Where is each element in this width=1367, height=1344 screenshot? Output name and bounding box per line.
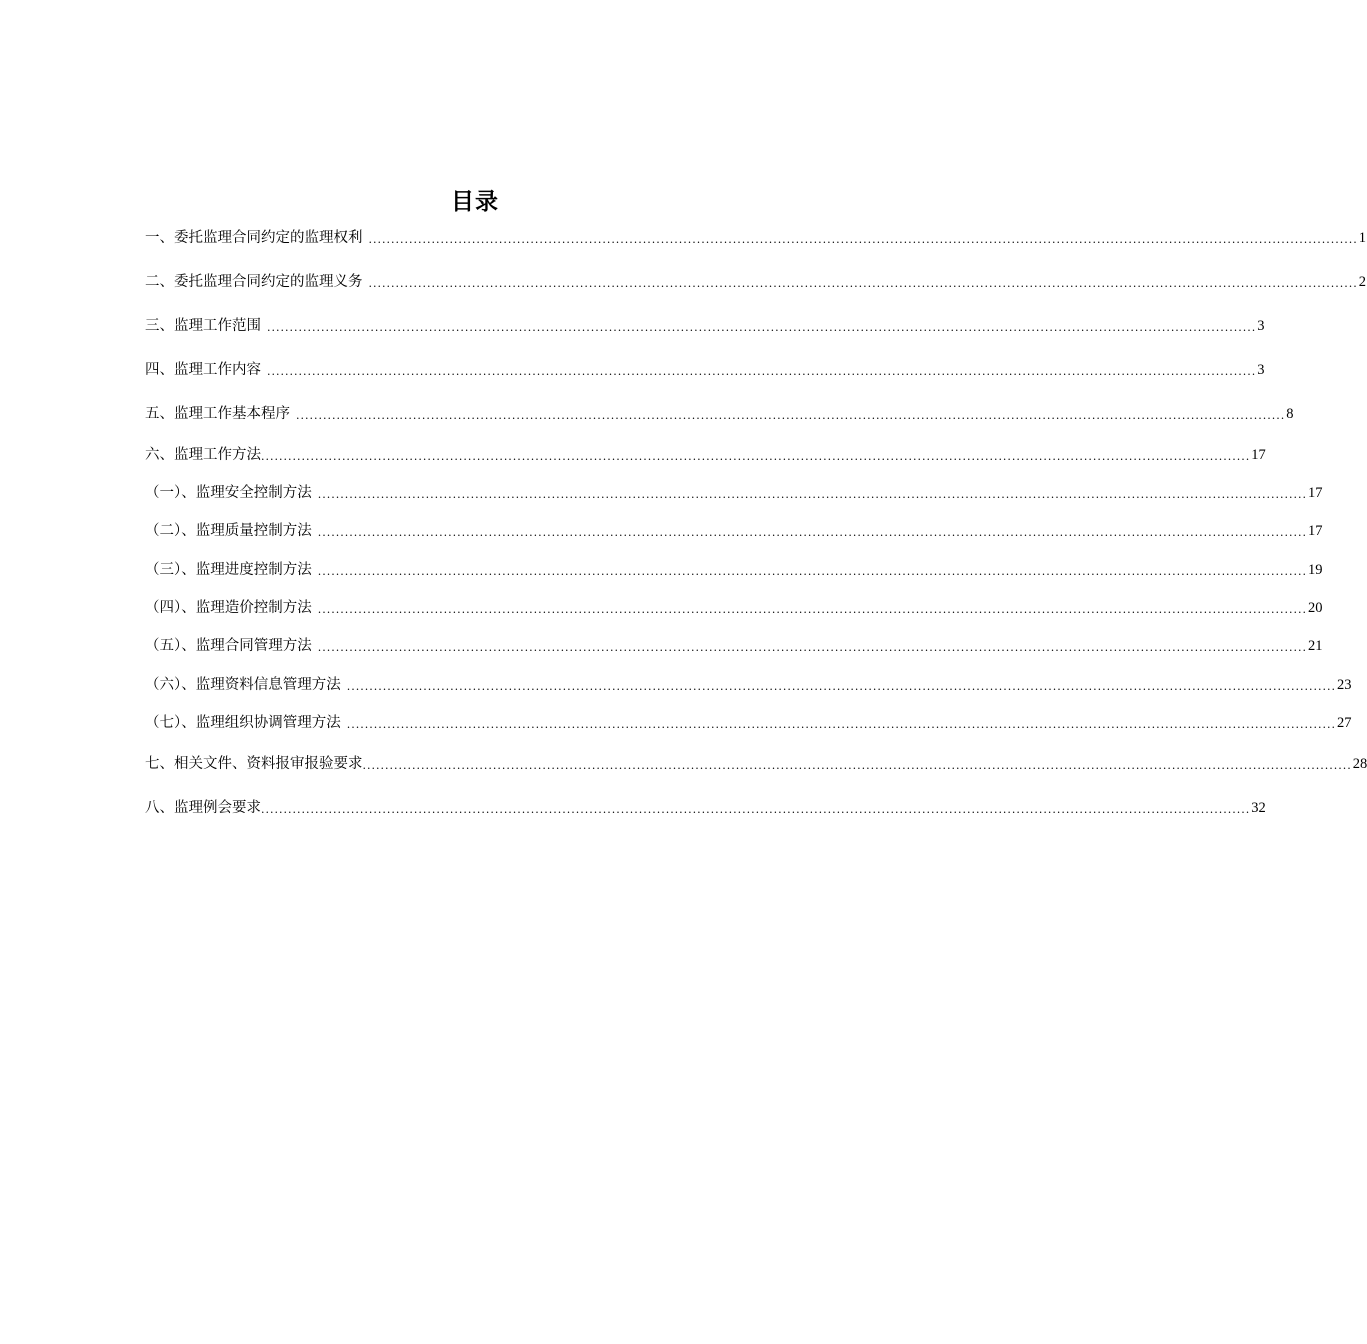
toc-entry[interactable] bbox=[145, 559, 1323, 581]
toc-page-number: 21 bbox=[1308, 638, 1323, 654]
toc-entry[interactable] bbox=[145, 482, 1323, 504]
toc-leader-dots: ............................................................................................................................................................................................................................ bbox=[261, 450, 1251, 463]
toc-page-number: 28 bbox=[1352, 756, 1367, 772]
toc-entry-label: （四）、监理造价控制方法 bbox=[145, 600, 312, 616]
toc-entry[interactable] bbox=[145, 271, 1366, 293]
toc-leader-dots: ............................................................................................................................................................................................................................ bbox=[267, 321, 1257, 334]
toc-entry[interactable] bbox=[145, 403, 1294, 425]
toc-leader-dots: ............................................................................................................................................................................................................................ bbox=[261, 803, 1251, 816]
toc-entry-label: （七）、监理组织协调管理方法 bbox=[145, 715, 341, 731]
toc-page-number: 1 bbox=[1358, 230, 1366, 246]
toc-leader-dots: ............................................................................................................................................................................................................................ bbox=[267, 365, 1257, 378]
toc-entry-label: （三）、监理进度控制方法 bbox=[145, 562, 312, 578]
toc-page-number: 23 bbox=[1337, 677, 1352, 693]
toc-entry[interactable] bbox=[145, 359, 1265, 381]
toc-entry-label: （一）、监理安全控制方法 bbox=[145, 485, 312, 501]
toc-entry[interactable] bbox=[145, 674, 1352, 696]
toc-entry-label: 四、监理工作内容 bbox=[145, 362, 261, 378]
toc-page-number: 19 bbox=[1308, 562, 1323, 578]
toc-entry-label: （二）、监理质量控制方法 bbox=[145, 523, 312, 539]
toc-entry[interactable] bbox=[145, 315, 1265, 337]
toc-leader-dots: ............................................................................................................................................................................................................................ bbox=[362, 759, 1352, 772]
toc-page-number: 32 bbox=[1251, 800, 1266, 816]
toc-leader-dots: ............................................................................................................................................................................................................................ bbox=[317, 488, 1307, 501]
toc-entry[interactable] bbox=[145, 797, 1266, 819]
toc-page-number: 17 bbox=[1308, 523, 1323, 539]
toc-leader-dots: ............................................................................................................................................................................................................................ bbox=[346, 718, 1336, 731]
toc-leader-dots: ............................................................................................................................................................................................................................ bbox=[317, 603, 1307, 616]
toc-page-number: 8 bbox=[1286, 406, 1294, 422]
toc-entry-label: 六、监理工作方法 bbox=[145, 447, 261, 463]
toc-entry-label: 五、监理工作基本程序 bbox=[145, 406, 290, 422]
toc-page-number: 20 bbox=[1308, 600, 1323, 616]
page-title: 目录 bbox=[451, 189, 499, 215]
toc-entry[interactable] bbox=[145, 227, 1366, 249]
toc-entry[interactable] bbox=[145, 597, 1323, 619]
toc-entry-label: （五）、监理合同管理方法 bbox=[145, 638, 312, 654]
toc-page-number: 3 bbox=[1257, 362, 1265, 378]
toc-entry-label: 八、监理例会要求 bbox=[145, 800, 261, 816]
toc-entry-label: （六）、监理资料信息管理方法 bbox=[145, 677, 341, 693]
toc-entry-label: 三、监理工作范围 bbox=[145, 318, 261, 334]
toc-page-number: 17 bbox=[1251, 447, 1266, 463]
toc-entry[interactable] bbox=[145, 753, 1367, 775]
toc-page-number: 3 bbox=[1257, 318, 1265, 334]
toc-entry-label: 七、相关文件、资料报审报验要求 bbox=[145, 756, 363, 772]
toc-entry[interactable] bbox=[145, 520, 1323, 542]
toc-leader-dots: ............................................................................................................................................................................................................................ bbox=[317, 641, 1307, 654]
toc-entry[interactable] bbox=[145, 712, 1352, 734]
toc-entry-label: 一、委托监理合同约定的监理权利 bbox=[145, 230, 363, 246]
toc-page-number: 2 bbox=[1358, 274, 1366, 290]
toc-leader-dots: ............................................................................................................................................................................................................................ bbox=[296, 409, 1286, 422]
toc-leader-dots: ............................................................................................................................................................................................................................ bbox=[346, 680, 1336, 693]
toc-leader-dots: ............................................................................................................................................................................................................................ bbox=[368, 233, 1358, 246]
toc-page-number: 27 bbox=[1337, 715, 1352, 731]
toc-page-number: 17 bbox=[1308, 485, 1323, 501]
toc-entry[interactable] bbox=[145, 444, 1266, 466]
toc-entry[interactable] bbox=[145, 635, 1323, 657]
toc-leader-dots: ............................................................................................................................................................................................................................ bbox=[317, 565, 1307, 578]
toc-leader-dots: ............................................................................................................................................................................................................................ bbox=[317, 526, 1307, 539]
toc-leader-dots: ............................................................................................................................................................................................................................ bbox=[368, 277, 1358, 290]
toc-entry-label: 二、委托监理合同约定的监理义务 bbox=[145, 274, 363, 290]
